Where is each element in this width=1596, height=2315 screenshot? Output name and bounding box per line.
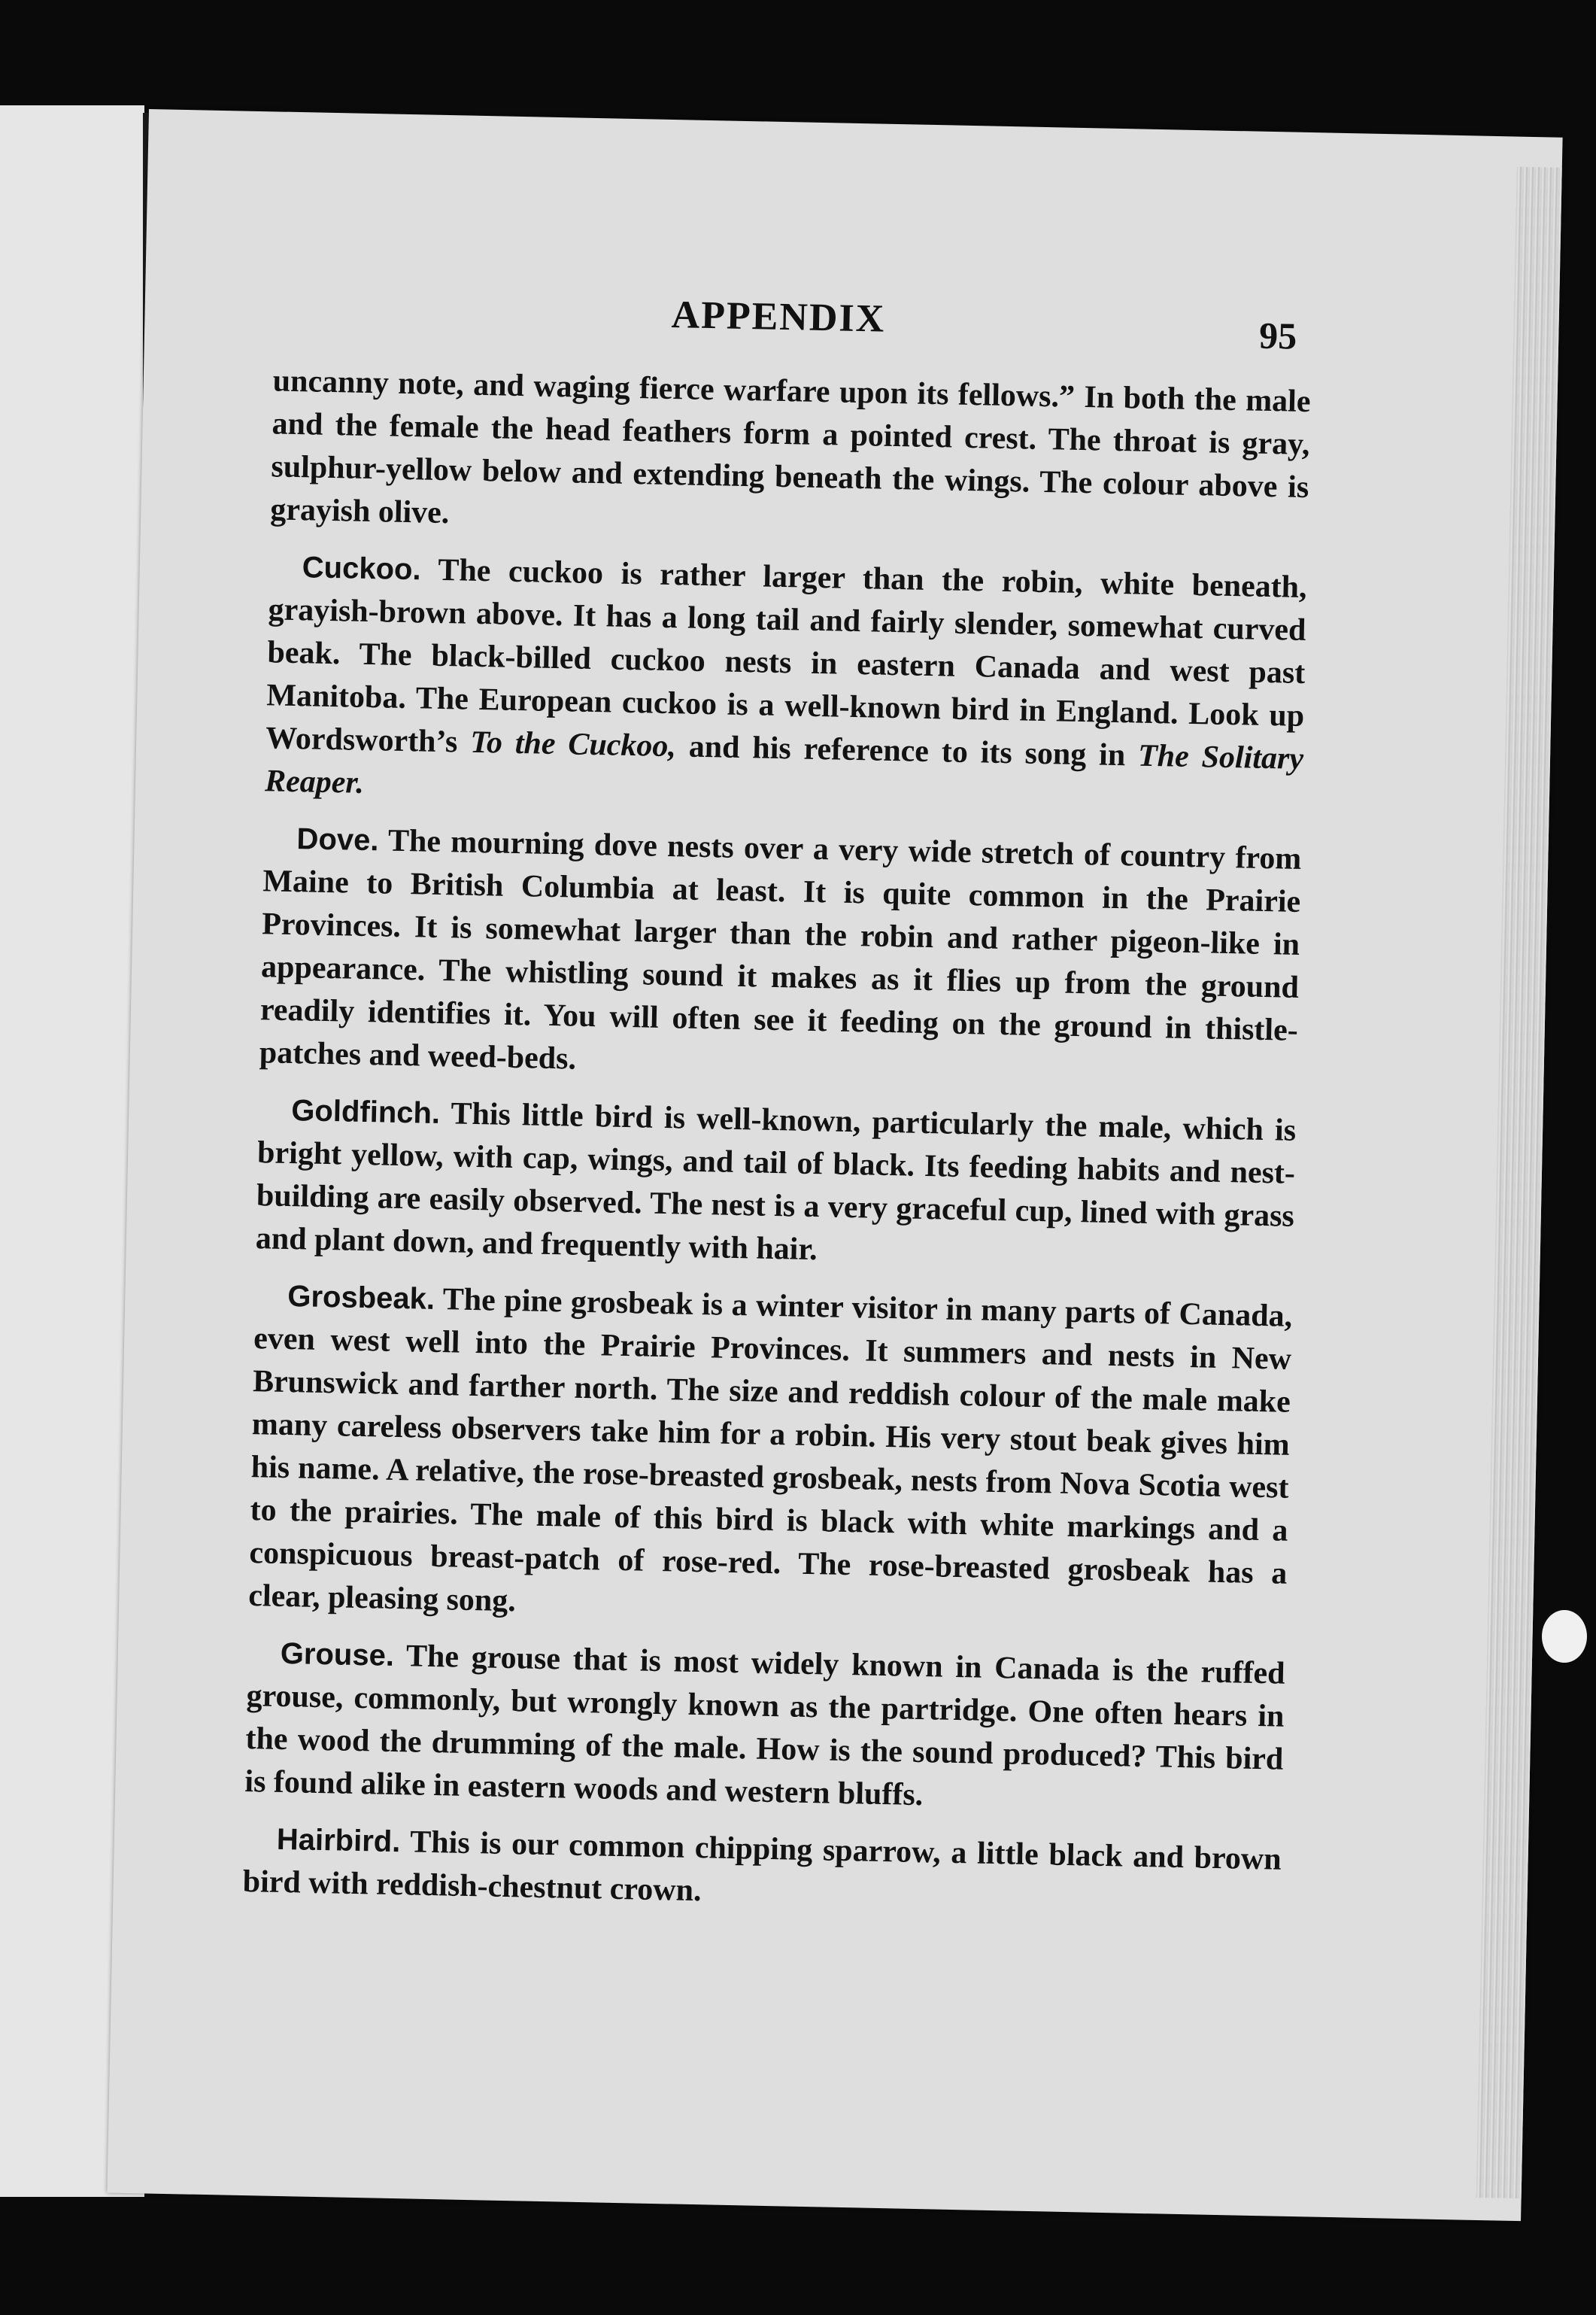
entry-dove: [259, 817, 1302, 1095]
paragraph-continued: [270, 360, 1311, 552]
page-blemish: [1542, 1610, 1587, 1663]
book-page: [107, 109, 1562, 2221]
entry-term: Goldfinch.: [290, 1094, 441, 1131]
body-text: [242, 360, 1311, 1938]
entry-text: This is our common chipping sparrow, a little black and brown bird with reddish-chestnut crown.: [242, 1824, 1282, 1909]
entry-hairbird: [242, 1818, 1282, 1925]
poem-title: The Solitary Reaper.: [264, 738, 1304, 801]
entry-term: Hairbird.: [276, 1822, 401, 1859]
page-number: 95: [1258, 314, 1297, 357]
entry-term: Grosbeak.: [287, 1280, 435, 1316]
entry-text: The cuckoo is rather larger than the robin, white beneath, grayish-brown above. It has a long tail and fairly slender, somewhat curved beak. The black-billed cuckoo nests in eastern Canada and west past Manitoba. The European cuckoo is a well-known bird in England. Look up Wordsworth’s: [265, 552, 1308, 760]
entry-term: Cuckoo.: [302, 551, 422, 587]
entry-text: and his reference to its song in: [675, 729, 1139, 773]
entry-cuckoo: [265, 545, 1308, 824]
page-header: [144, 282, 1559, 363]
page-stack-edge: [1476, 167, 1562, 2199]
entry-text: The mourning dove nests over a very wide stretch of country from Maine to British Columbia at least. It is quite common in the Prairie Provinces. It is somewhat larger than the robin and rather pigeon-like in appearance. The whistling sound it makes as it flies up from the ground readily identifies it. You will often see it feeding on the ground in thistle-patches and weed-beds.: [259, 823, 1302, 1077]
entry-text: The grouse that is most widely known in Canada is the ruffed grouse, commonly, but wrongly known as the partridge. One often hears in the wood the drumming of the male. How is the sound produced? This bird is found alike in eastern woods and western bluffs.: [244, 1638, 1286, 1813]
entry-grosbeak: [248, 1274, 1293, 1639]
running-head: APPENDIX: [671, 293, 886, 341]
entry-term: Grouse.: [280, 1636, 395, 1672]
entry-term: Dove.: [296, 822, 379, 858]
poem-title: To the Cuckoo,: [469, 725, 677, 764]
entry-grouse: [244, 1632, 1285, 1824]
entry-text: This little bird is well-known, particularly the male, which is bright yellow, with cap, wings, and tail of black. Its feeding habits and nest-building are easily observed. The nest is a very graceful cup, lined with grass and plant down, and frequently with hair.: [255, 1096, 1297, 1268]
paragraph-text: uncanny note, and waging fierce warfare upon its fellows.” In both the male and the female the head feathers form a pointed crest. The throat is gray, sulphur-yellow below and extending beneath the wings. The colour above is grayish olive.: [269, 363, 1311, 531]
entry-goldfinch: [255, 1089, 1296, 1281]
entry-text: The pine grosbeak is a winter visitor in many parts of Canada, even west well into the Prairie Provinces. It summers and nests in New Brunswick and farther north. The size and reddish colour of the male make many careless observers take him for a robin. His very stout beak gives him his name. A relative, the rose-breasted grosbeak, nests from Nova Scotia west to the prairies. The male of this bird is black with white markings and a conspicuous breast-patch of rose-red. The rose-breasted grosbeak has a clear, pleasing song.: [247, 1281, 1293, 1619]
